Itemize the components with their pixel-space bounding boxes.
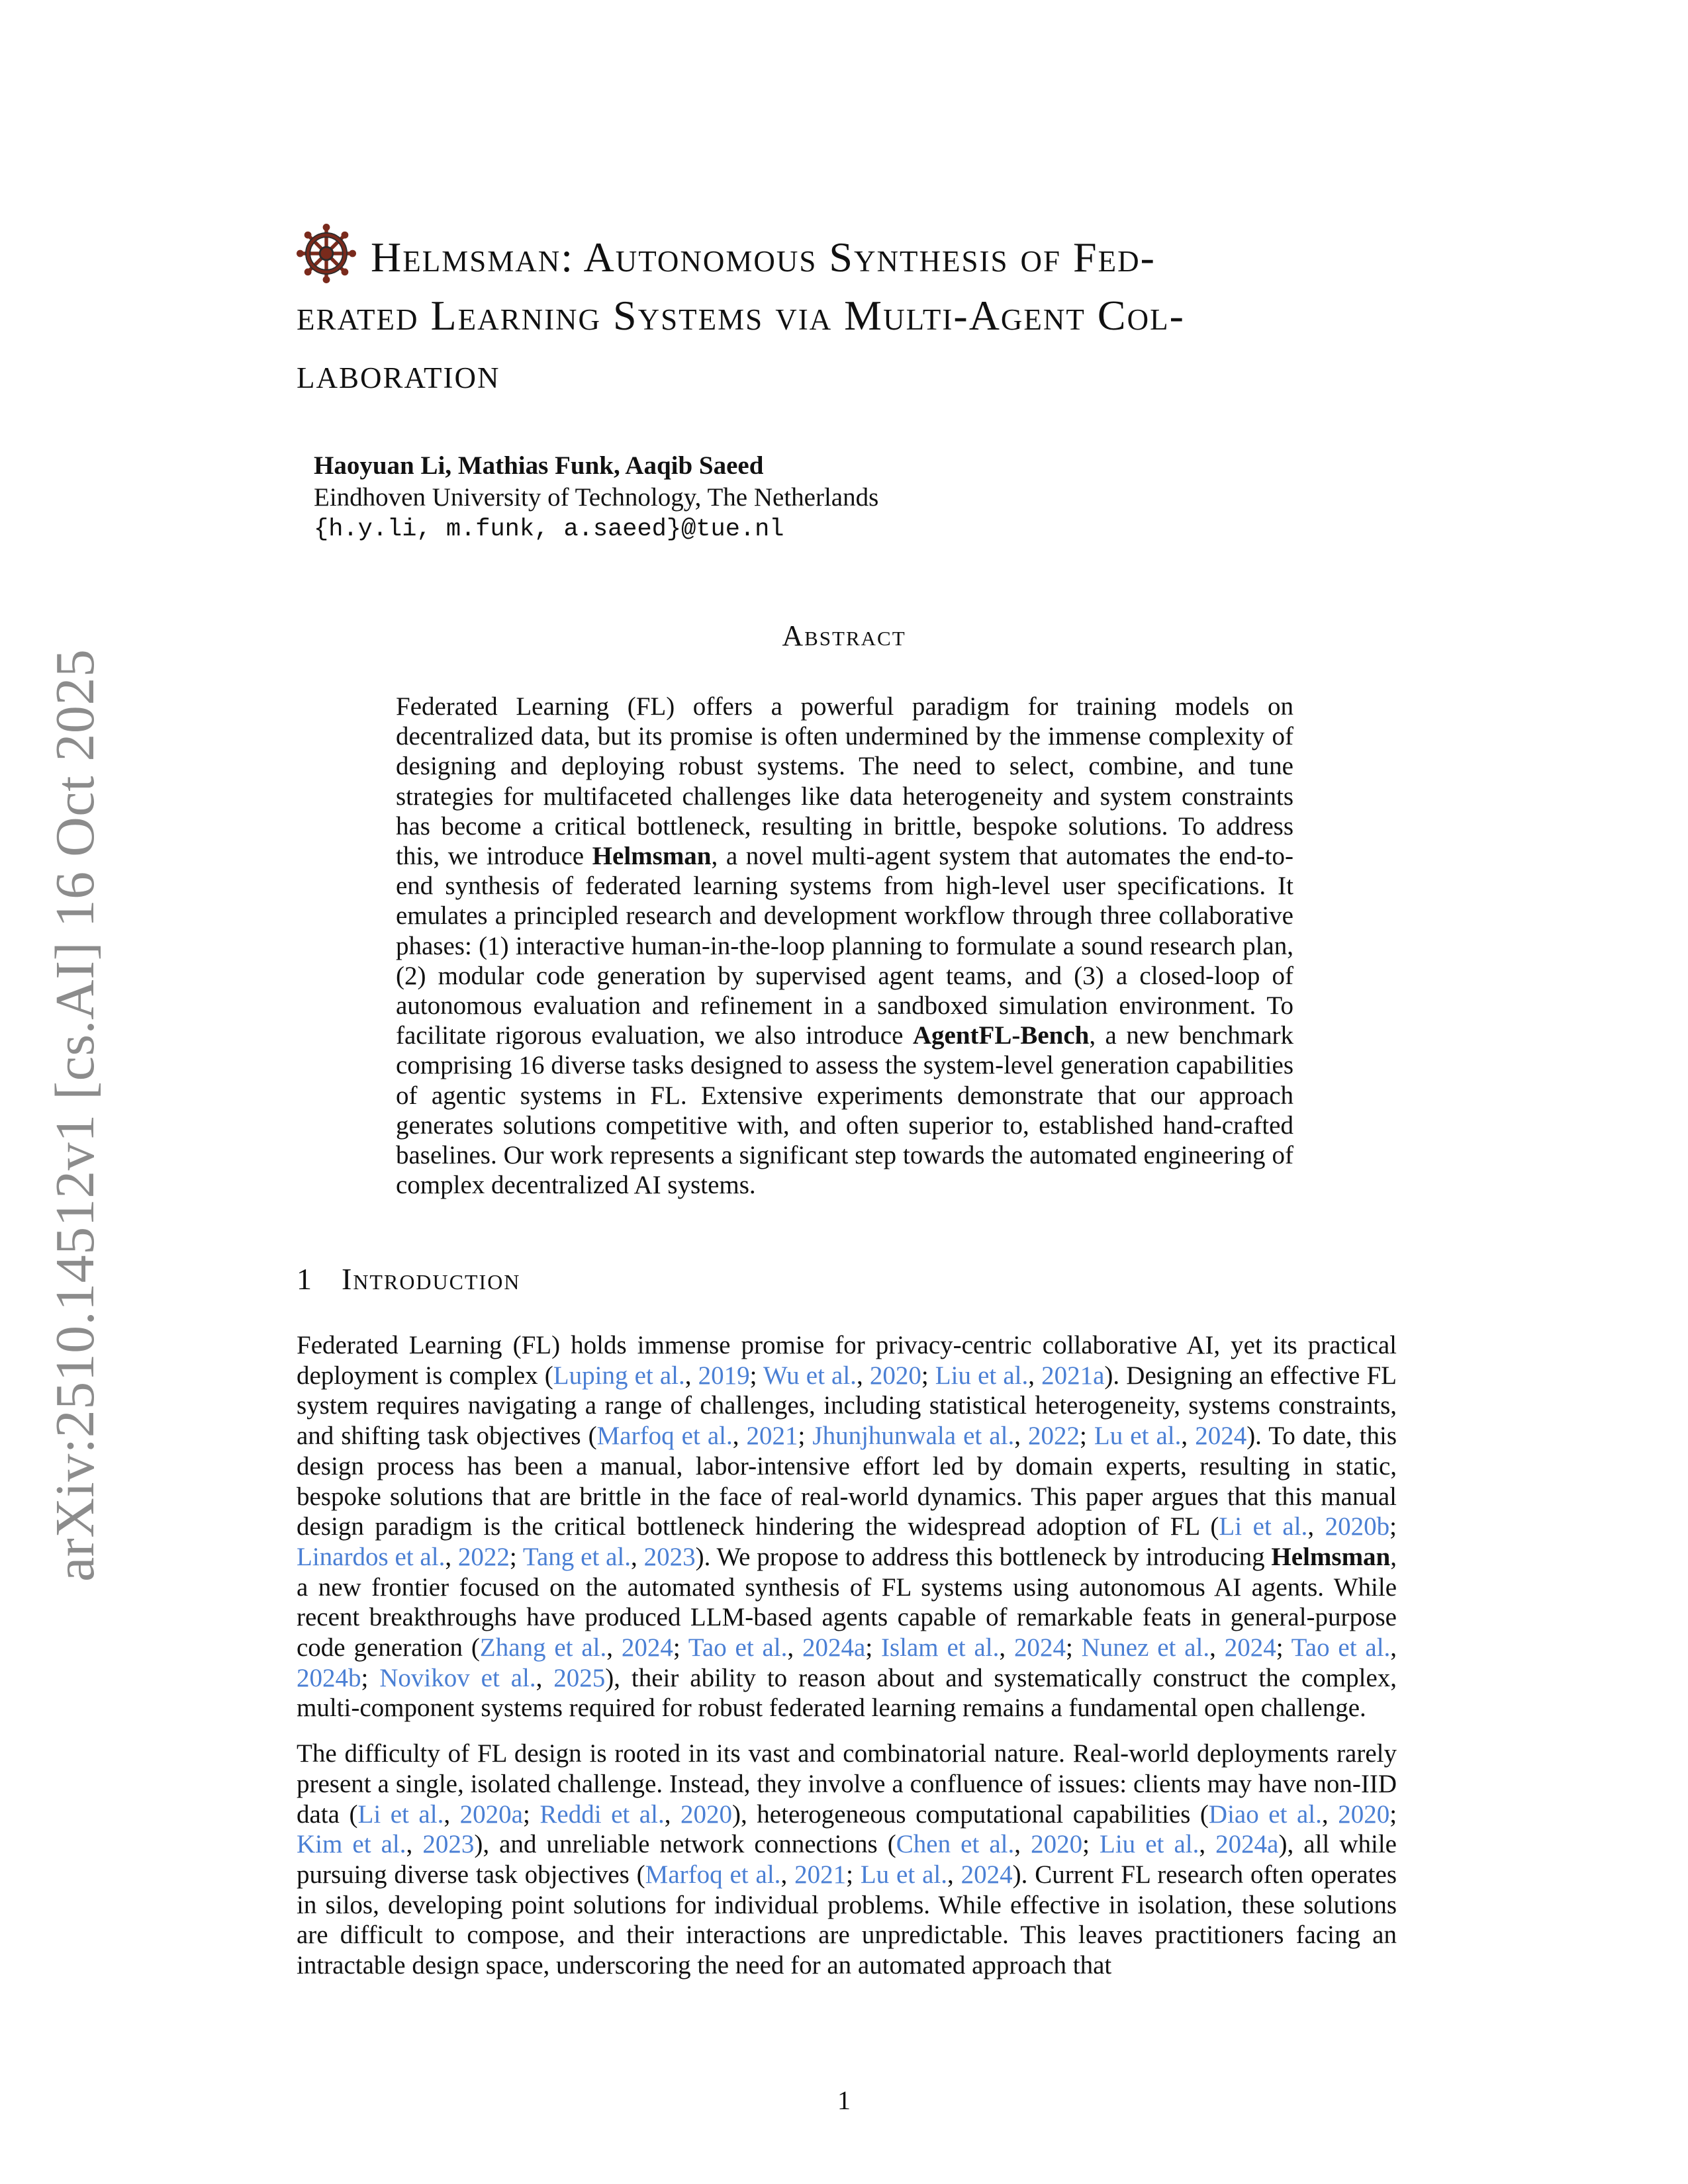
body-text: ,: [1321, 1799, 1338, 1829]
abstract-bold-helmsman: Helmsman: [592, 842, 712, 871]
citation-link[interactable]: Wu et al.: [763, 1361, 857, 1390]
body-text: ,: [780, 1860, 795, 1889]
citation-link[interactable]: Lu et al.: [1094, 1422, 1182, 1451]
citation-link[interactable]: 2025: [553, 1663, 606, 1692]
citation-link[interactable]: 2020b: [1325, 1512, 1390, 1541]
body-text: Federated Learning (FL) holds immense promise for privacy-centric collaborative AI, yet its practical deployment is complex (: [297, 1331, 1397, 1390]
citation-link[interactable]: 2024b: [297, 1663, 361, 1692]
intro-paragraph-1: [297, 1330, 1397, 1723]
abstract-part-3: , a new benchmark comprising 16 diverse tasks designed to assess the system-level generation capabilities of agentic systems in FL. Extensive experiments demonstrate that our approach generates solutions competitive with, and often superior to, established hand-crafted baselines. Our work represents a significant step towards the automated engineering of complex decentralized AI systems.: [396, 1021, 1293, 1200]
body-text: ). We propose to address this bottleneck by introducing: [695, 1542, 1272, 1571]
body-text: ). To date, this design process has been a manual, labor-intensive effort led by domain experts, resulting in static, bespoke solutions that are brittle in the face of real-world dynamics. This paper argues that this manual design paradigm is the critical bottleneck hindering the widespread adoption of FL (: [297, 1422, 1397, 1541]
citation-link[interactable]: 2019: [698, 1361, 750, 1390]
body-text: ,: [684, 1361, 698, 1390]
body-text: ,: [631, 1542, 644, 1571]
body-text: ;: [509, 1542, 523, 1571]
citation-link[interactable]: 2024: [621, 1633, 673, 1662]
introduction-body: [297, 1330, 1397, 1996]
body-text: ,: [664, 1799, 681, 1829]
body-text: ;: [1065, 1633, 1082, 1662]
body-text: ), all while pursuing diverse task objectives (: [297, 1830, 1397, 1889]
body-text: ;: [1080, 1422, 1094, 1451]
body-text: ;: [921, 1361, 935, 1390]
abstract-heading: Abstract: [782, 619, 906, 652]
body-text: ,: [606, 1633, 622, 1662]
citation-link[interactable]: Nunez et al.: [1081, 1633, 1210, 1662]
citation-link[interactable]: 2021a: [1041, 1361, 1105, 1390]
body-text: ,: [444, 1799, 460, 1829]
intro-paragraph-2: [297, 1739, 1397, 1981]
body-text: ;: [361, 1663, 380, 1692]
citation-link[interactable]: Diao et al.: [1208, 1799, 1322, 1829]
citation-link[interactable]: Liu et al.: [1100, 1830, 1199, 1859]
citation-link[interactable]: 2024: [961, 1860, 1013, 1889]
body-text: ,: [1014, 1830, 1031, 1859]
citation-link[interactable]: Islam et al.: [880, 1633, 1000, 1662]
citation-link[interactable]: Jhunjhunwala et al.: [812, 1422, 1015, 1451]
citation-link[interactable]: Reddi et al.: [539, 1799, 665, 1829]
paper-title: [297, 224, 1395, 403]
citation-link[interactable]: 2020: [680, 1799, 733, 1829]
citation-link[interactable]: Kim et al.: [297, 1830, 406, 1859]
body-text: ,: [1307, 1512, 1325, 1541]
body-text: ), their ability to reason about and systematically construct the complex, multi-component systems required for robust federated learning remains a fundamental open challenge.: [297, 1663, 1397, 1723]
body-text: ;: [522, 1799, 540, 1829]
body-text: ), and unreliable network connections (: [474, 1830, 896, 1859]
citation-link[interactable]: Marfoq et al.: [596, 1422, 733, 1451]
body-text: ;: [1082, 1830, 1100, 1859]
ship-wheel-icon: [297, 224, 356, 283]
body-text: ,: [856, 1361, 870, 1390]
body-text: ;: [865, 1633, 881, 1662]
citation-link[interactable]: 2024a: [802, 1633, 866, 1662]
citation-link[interactable]: 2023: [422, 1830, 475, 1859]
body-text: ,: [999, 1633, 1014, 1662]
body-text: , a new frontier focused on the automated synthesis of FL systems using autonomous AI agents. While recent breakthroughs have produced LLM-based agents capable of remarkable feats in general-purpose code generation (: [297, 1542, 1397, 1662]
body-text: ,: [1014, 1422, 1029, 1451]
title-line-3: laboration: [297, 350, 500, 397]
citation-link[interactable]: 2022: [1028, 1422, 1080, 1451]
title-line-1: [297, 224, 1395, 287]
citation-link[interactable]: 2024: [1013, 1633, 1066, 1662]
section-heading-introduction: [297, 1261, 520, 1297]
body-text: ;: [749, 1361, 763, 1390]
citation-link[interactable]: 2023: [643, 1542, 696, 1571]
author-affiliation: Eindhoven University of Technology, The Netherlands: [314, 483, 879, 512]
author-block: [314, 450, 878, 545]
arxiv-identifier[interactable]: arXiv:2510.14512v1 [cs.AI] 16 Oct 2025: [44, 649, 106, 1582]
citation-link[interactable]: Lu et al.: [860, 1860, 947, 1889]
abstract-part-2: , a novel multi-agent system that automates the end-to-end synthesis of federated learning systems from high-level user specifications. It emulates a principled research and development workflow through three collaborative phases: (1) interactive human-in-the-loop planning to formulate a sound research plan, (2) modular code generation by supervised agent teams, and (3) a closed-loop of autonomous evaluation and refinement in a sandboxed simulation environment. To facilitate rigorous evaluation, we also introduce: [396, 842, 1294, 1050]
section-number: 1: [297, 1262, 313, 1296]
body-text: ,: [445, 1542, 458, 1571]
citation-link[interactable]: 2024: [1224, 1633, 1276, 1662]
body-text: ;: [846, 1860, 861, 1889]
citation-link[interactable]: Li et al.: [1219, 1512, 1308, 1541]
body-text: ,: [947, 1860, 961, 1889]
body-text: ,: [1390, 1633, 1397, 1662]
body-text: ;: [1389, 1512, 1397, 1541]
citation-link[interactable]: Linardos et al.: [297, 1542, 445, 1571]
body-text: ,: [1199, 1830, 1216, 1859]
author-names: Haoyuan Li, Mathias Funk, Aaqib Saeed: [314, 451, 764, 480]
citation-link[interactable]: 2020a: [459, 1799, 523, 1829]
body-text: ;: [1276, 1633, 1291, 1662]
body-text: ,: [1028, 1361, 1042, 1390]
citation-link[interactable]: Chen et al.: [896, 1830, 1015, 1859]
citation-link[interactable]: Marfoq et al.: [645, 1860, 781, 1889]
citation-link[interactable]: Li et al.: [357, 1799, 444, 1829]
title-text-1: Helmsman: Autonomous Synthesis of Fed-: [371, 234, 1156, 281]
abstract-part-1: Federated Learning (FL) offers a powerful paradigm for training models on decentralized data, but its promise is often undermined by the immense complexity of designing and deploying robust systems. The need to select, combine, and tune strategies for multifaceted challenges like data heterogeneity and system constraints has become a critical bottleneck, resulting in brittle, bespoke solutions. To address this, we introduce: [396, 692, 1293, 871]
citation-link[interactable]: 2022: [457, 1542, 510, 1571]
citation-link[interactable]: Tang et al.: [522, 1542, 631, 1571]
abstract-bold-agentfl-bench: AgentFL-Bench: [912, 1021, 1090, 1050]
body-text: ;: [798, 1422, 813, 1451]
body-text: ,: [1209, 1633, 1225, 1662]
citation-link[interactable]: 2020: [869, 1361, 921, 1390]
citation-link[interactable]: 2020: [1031, 1830, 1083, 1859]
citation-link[interactable]: Zhang et al.: [479, 1633, 607, 1662]
body-text: The difficulty of FL design is rooted in its vast and combinatorial nature. Real-world deployments rarely present a single, isolated challenge. Instead, they involve a confluence of issues: clients may have non-IID data (: [297, 1739, 1397, 1829]
body-text: ,: [406, 1830, 423, 1859]
body-text: ), heterogeneous computational capabilities (: [732, 1799, 1209, 1829]
citation-link[interactable]: Liu et al.: [935, 1361, 1029, 1390]
body-text: ,: [732, 1422, 747, 1451]
body-text: ,: [1181, 1422, 1196, 1451]
page-number: 1: [837, 2085, 851, 2115]
citation-link[interactable]: Tao et al.: [688, 1633, 788, 1662]
citation-link[interactable]: Novikov et al.: [379, 1663, 536, 1692]
citation-link[interactable]: 2024a: [1215, 1830, 1279, 1859]
citation-link[interactable]: Tao et al.: [1291, 1633, 1391, 1662]
title-line-2: erated Learning Systems via Multi-Agent Col-: [297, 292, 1185, 339]
body-text: ). Current FL research often operates in silos, developing point solutions for individual problems. While effective in isolation, these solutions are difficult to compose, and their interactions are unpredictable. This leaves practitioners facing an intractable design space, underscoring the need for an automated approach that: [297, 1860, 1397, 1980]
author-emails[interactable]: {h.y.li, m.funk, a.saeed}@tue.nl: [314, 516, 784, 543]
section-title: Introduction: [342, 1262, 521, 1296]
citation-link[interactable]: 2021: [746, 1422, 798, 1451]
body-text: ,: [787, 1633, 802, 1662]
citation-link[interactable]: Luping et al.: [553, 1361, 685, 1390]
citation-link[interactable]: 2024: [1195, 1422, 1247, 1451]
citation-link[interactable]: 2021: [794, 1860, 847, 1889]
bold-term: Helmsman: [1271, 1542, 1391, 1571]
citation-link[interactable]: 2020: [1338, 1799, 1390, 1829]
body-text: ). Designing an effective FL system requires navigating a range of challenges, including statistical heterogeneity, systems constraints, and shifting task objectives (: [297, 1361, 1397, 1451]
abstract-text: [396, 692, 1293, 1200]
body-text: ,: [536, 1663, 554, 1692]
body-text: ;: [673, 1633, 688, 1662]
body-text: ;: [1389, 1799, 1397, 1829]
